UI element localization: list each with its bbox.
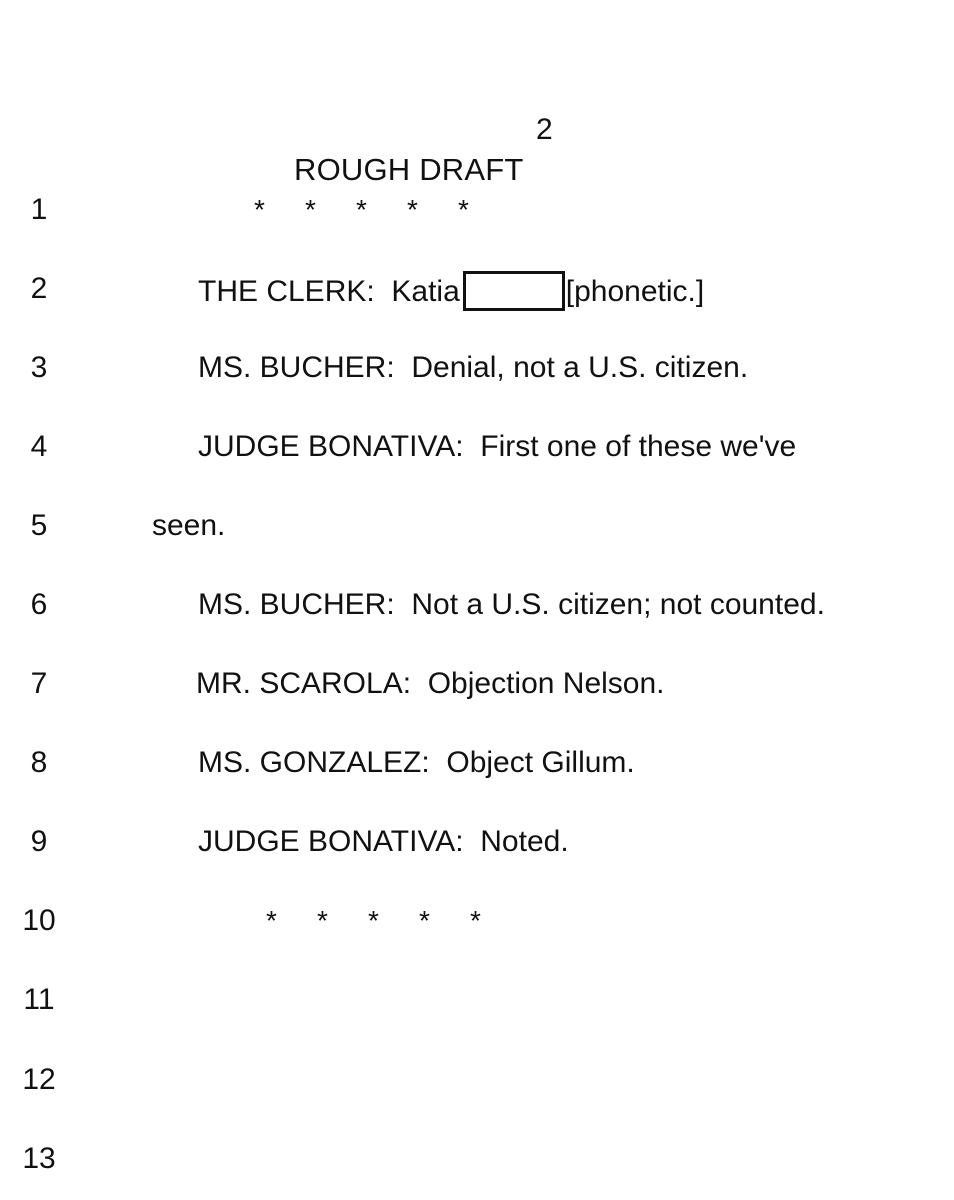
line-number: 11 (23, 983, 55, 1016)
line-number: 13 (22, 1142, 56, 1175)
separator-star: * (356, 194, 367, 225)
line-number: 2 (30, 272, 48, 305)
line-number: 8 (30, 746, 48, 779)
page-number: 2 (536, 113, 553, 146)
line-2-suffix: [phonetic.] (565, 275, 705, 308)
separator-star: * (305, 194, 316, 225)
transcript-line-4: JUDGE BONATIVA: First one of these we've (198, 430, 797, 463)
line-number: 6 (30, 588, 48, 621)
document-title: ROUGH DRAFT (294, 152, 524, 187)
line-number: 7 (30, 667, 48, 700)
line-2-prefix: THE CLERK: Katia (198, 275, 460, 308)
transcript-line-6: MS. BUCHER: Not a U.S. citizen; not counted. (198, 588, 825, 621)
line-number: 3 (30, 351, 48, 384)
line-number: 1 (30, 193, 48, 226)
separator-star: * (368, 905, 379, 936)
separator-star: * (470, 905, 481, 936)
separator-star: * (317, 905, 328, 936)
separator-bottom (266, 907, 521, 935)
transcript-line-5: seen. (152, 509, 226, 542)
line-number: 5 (30, 509, 48, 542)
separator-star: * (266, 905, 277, 936)
separator-star: * (458, 194, 469, 225)
separator-star: * (419, 905, 430, 936)
transcript-line-7: MR. SCAROLA: Objection Nelson. (196, 667, 665, 700)
line-number: 10 (22, 904, 56, 937)
separator-star: * (407, 194, 418, 225)
transcript-line-8: MS. GONZALEZ: Object Gillum. (198, 746, 635, 779)
transcript-line-2 (198, 271, 704, 311)
line-number: 9 (30, 825, 48, 858)
transcript-line-9: JUDGE BONATIVA: Noted. (198, 825, 569, 858)
line-number: 4 (30, 430, 48, 463)
transcript-line-3: MS. BUCHER: Denial, not a U.S. citizen. (198, 351, 749, 384)
separator-star: * (254, 194, 265, 225)
separator-top (254, 196, 509, 224)
redaction-box (463, 271, 565, 311)
line-number: 12 (22, 1063, 56, 1096)
